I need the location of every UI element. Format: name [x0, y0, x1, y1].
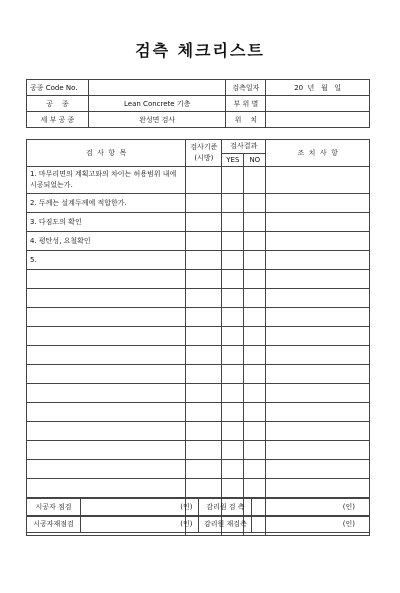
standard-cell[interactable] — [186, 479, 222, 498]
item-cell: 4. 평탄성, 요철확인 — [27, 232, 186, 251]
item-cell — [27, 327, 186, 346]
item-cell — [27, 384, 186, 403]
action-cell[interactable] — [266, 213, 370, 232]
result-header: 검사결과 — [222, 140, 266, 154]
item-cell — [27, 479, 186, 498]
item-cell: 3. 다짐도의 확인 — [27, 213, 186, 232]
location-field[interactable] — [266, 96, 370, 112]
signature-table — [26, 498, 370, 533]
standard-cell[interactable] — [186, 365, 222, 384]
info-row — [27, 80, 370, 96]
action-header: 조 치 사 항 — [266, 140, 370, 167]
checklist-row — [27, 346, 370, 365]
item-cell: 1. 마무리면의 계획고와의 차이는 허용범위 내에 시공되었는가. — [27, 167, 186, 194]
item-cell: 5. — [27, 251, 186, 270]
action-cell[interactable] — [266, 365, 370, 384]
no-cell[interactable] — [244, 232, 266, 251]
item-cell — [27, 308, 186, 327]
yes-cell[interactable] — [222, 365, 244, 384]
info-row — [27, 96, 370, 112]
sub-work-field[interactable]: 완성면 검사 — [88, 112, 225, 128]
yes-cell[interactable] — [222, 346, 244, 365]
sub-work-label: 세 부 공 종 — [27, 112, 89, 128]
item-cell — [27, 460, 186, 479]
yes-cell[interactable] — [222, 308, 244, 327]
item-cell — [27, 422, 186, 441]
work-code-label: 공종 Code No. — [27, 80, 89, 96]
no-cell[interactable] — [244, 270, 266, 289]
checklist-row — [27, 270, 370, 289]
action-cell[interactable] — [266, 308, 370, 327]
item-cell — [27, 365, 186, 384]
no-cell[interactable] — [244, 289, 266, 308]
contractor-check-stamp[interactable]: (인) — [80, 499, 199, 516]
item-cell — [27, 441, 186, 460]
standard-cell[interactable] — [186, 441, 222, 460]
items-header: 검 사 항 목 — [27, 140, 186, 167]
action-cell[interactable] — [266, 289, 370, 308]
no-cell[interactable] — [244, 167, 266, 194]
action-cell[interactable] — [266, 346, 370, 365]
work-code-field[interactable] — [88, 80, 225, 96]
standard-cell[interactable] — [186, 251, 222, 270]
inspection-date-label: 검측일자 — [226, 80, 266, 96]
action-cell[interactable] — [266, 441, 370, 460]
yes-cell[interactable] — [222, 289, 244, 308]
yes-cell[interactable] — [222, 441, 244, 460]
supervisor-check-stamp[interactable]: (인) — [252, 499, 370, 516]
no-cell[interactable] — [244, 441, 266, 460]
checklist-row — [27, 460, 370, 479]
yes-cell[interactable] — [222, 167, 244, 194]
supervisor-recheck-label: 감리원 재검측 — [199, 516, 252, 533]
no-cell[interactable] — [244, 213, 266, 232]
checklist-row — [27, 422, 370, 441]
action-cell[interactable] — [266, 167, 370, 194]
yes-cell[interactable] — [222, 251, 244, 270]
checklist-row — [27, 167, 370, 194]
action-cell[interactable] — [266, 232, 370, 251]
info-table — [26, 79, 370, 128]
no-cell[interactable] — [244, 346, 266, 365]
no-cell[interactable] — [244, 308, 266, 327]
no-cell[interactable] — [244, 479, 266, 498]
checklist-row — [27, 365, 370, 384]
no-cell[interactable] — [244, 422, 266, 441]
position-field[interactable] — [266, 112, 370, 128]
no-cell[interactable] — [244, 365, 266, 384]
page-title: 검측 체크리스트 — [135, 41, 265, 60]
standard-cell[interactable] — [186, 308, 222, 327]
checklist-table — [26, 139, 370, 536]
signature-row — [27, 516, 370, 533]
yes-cell[interactable] — [222, 460, 244, 479]
yes-cell[interactable] — [222, 327, 244, 346]
work-type-label: 공 종 — [27, 96, 89, 112]
checklist-row — [27, 441, 370, 460]
standard-cell[interactable] — [186, 327, 222, 346]
action-cell[interactable] — [266, 327, 370, 346]
action-cell[interactable] — [266, 270, 370, 289]
info-row — [27, 112, 370, 128]
no-cell[interactable] — [244, 384, 266, 403]
yes-cell[interactable] — [222, 479, 244, 498]
item-cell — [27, 403, 186, 422]
yes-cell[interactable] — [222, 194, 244, 213]
no-cell[interactable] — [244, 327, 266, 346]
no-cell[interactable] — [244, 194, 266, 213]
standard-header: 검사기준 (시방) — [186, 140, 222, 167]
action-cell[interactable] — [266, 479, 370, 498]
standard-cell[interactable] — [186, 213, 222, 232]
no-header: NO — [244, 153, 266, 167]
checklist-row — [27, 479, 370, 498]
standard-cell[interactable] — [186, 460, 222, 479]
standard-cell[interactable] — [186, 167, 222, 194]
contractor-recheck-stamp[interactable]: (인) — [80, 516, 199, 533]
work-type-field[interactable]: Lean Concrete 기층 — [88, 96, 225, 112]
supervisor-check-label: 감리원 검 측 — [199, 499, 252, 516]
action-cell[interactable] — [266, 194, 370, 213]
standard-cell[interactable] — [186, 232, 222, 251]
standard-cell[interactable] — [186, 346, 222, 365]
supervisor-recheck-stamp[interactable]: (인) — [252, 516, 370, 533]
action-cell[interactable] — [266, 460, 370, 479]
item-cell: 2. 두께는 설계두께에 적합한가. — [27, 194, 186, 213]
standard-cell[interactable] — [186, 384, 222, 403]
no-cell[interactable] — [244, 460, 266, 479]
yes-cell[interactable] — [222, 403, 244, 422]
checklist-row — [27, 384, 370, 403]
checklist-row — [27, 403, 370, 422]
no-cell[interactable] — [244, 403, 266, 422]
yes-cell[interactable] — [222, 232, 244, 251]
standard-cell[interactable] — [186, 270, 222, 289]
item-cell — [27, 346, 186, 365]
standard-cell[interactable] — [186, 422, 222, 441]
checklist-row — [27, 289, 370, 308]
checklist-row — [27, 213, 370, 232]
action-cell[interactable] — [266, 384, 370, 403]
no-cell[interactable] — [244, 251, 266, 270]
yes-cell[interactable] — [222, 422, 244, 441]
contractor-recheck-label: 시공자재점검 — [27, 516, 81, 533]
header-row — [27, 140, 370, 154]
standard-cell[interactable] — [186, 403, 222, 422]
contractor-check-label: 시공자 점검 — [27, 499, 81, 516]
checklist-rows — [27, 167, 370, 536]
inspection-date-field[interactable]: 20 년 월 일 — [266, 80, 370, 96]
checklist-row — [27, 194, 370, 213]
standard-cell[interactable] — [186, 289, 222, 308]
yes-cell[interactable] — [222, 384, 244, 403]
location-label: 부 위 별 — [226, 96, 266, 112]
position-label: 위 치 — [226, 112, 266, 128]
checklist-row — [27, 308, 370, 327]
checklist-row — [27, 232, 370, 251]
action-cell[interactable] — [266, 422, 370, 441]
item-cell — [27, 289, 186, 308]
standard-cell[interactable] — [186, 194, 222, 213]
checklist-row — [27, 251, 370, 270]
yes-header: YES — [222, 153, 244, 167]
yes-cell[interactable] — [222, 213, 244, 232]
action-cell[interactable] — [266, 403, 370, 422]
checklist-row — [27, 327, 370, 346]
item-cell — [27, 270, 186, 289]
signature-row — [27, 499, 370, 516]
yes-cell[interactable] — [222, 270, 244, 289]
action-cell[interactable] — [266, 251, 370, 270]
